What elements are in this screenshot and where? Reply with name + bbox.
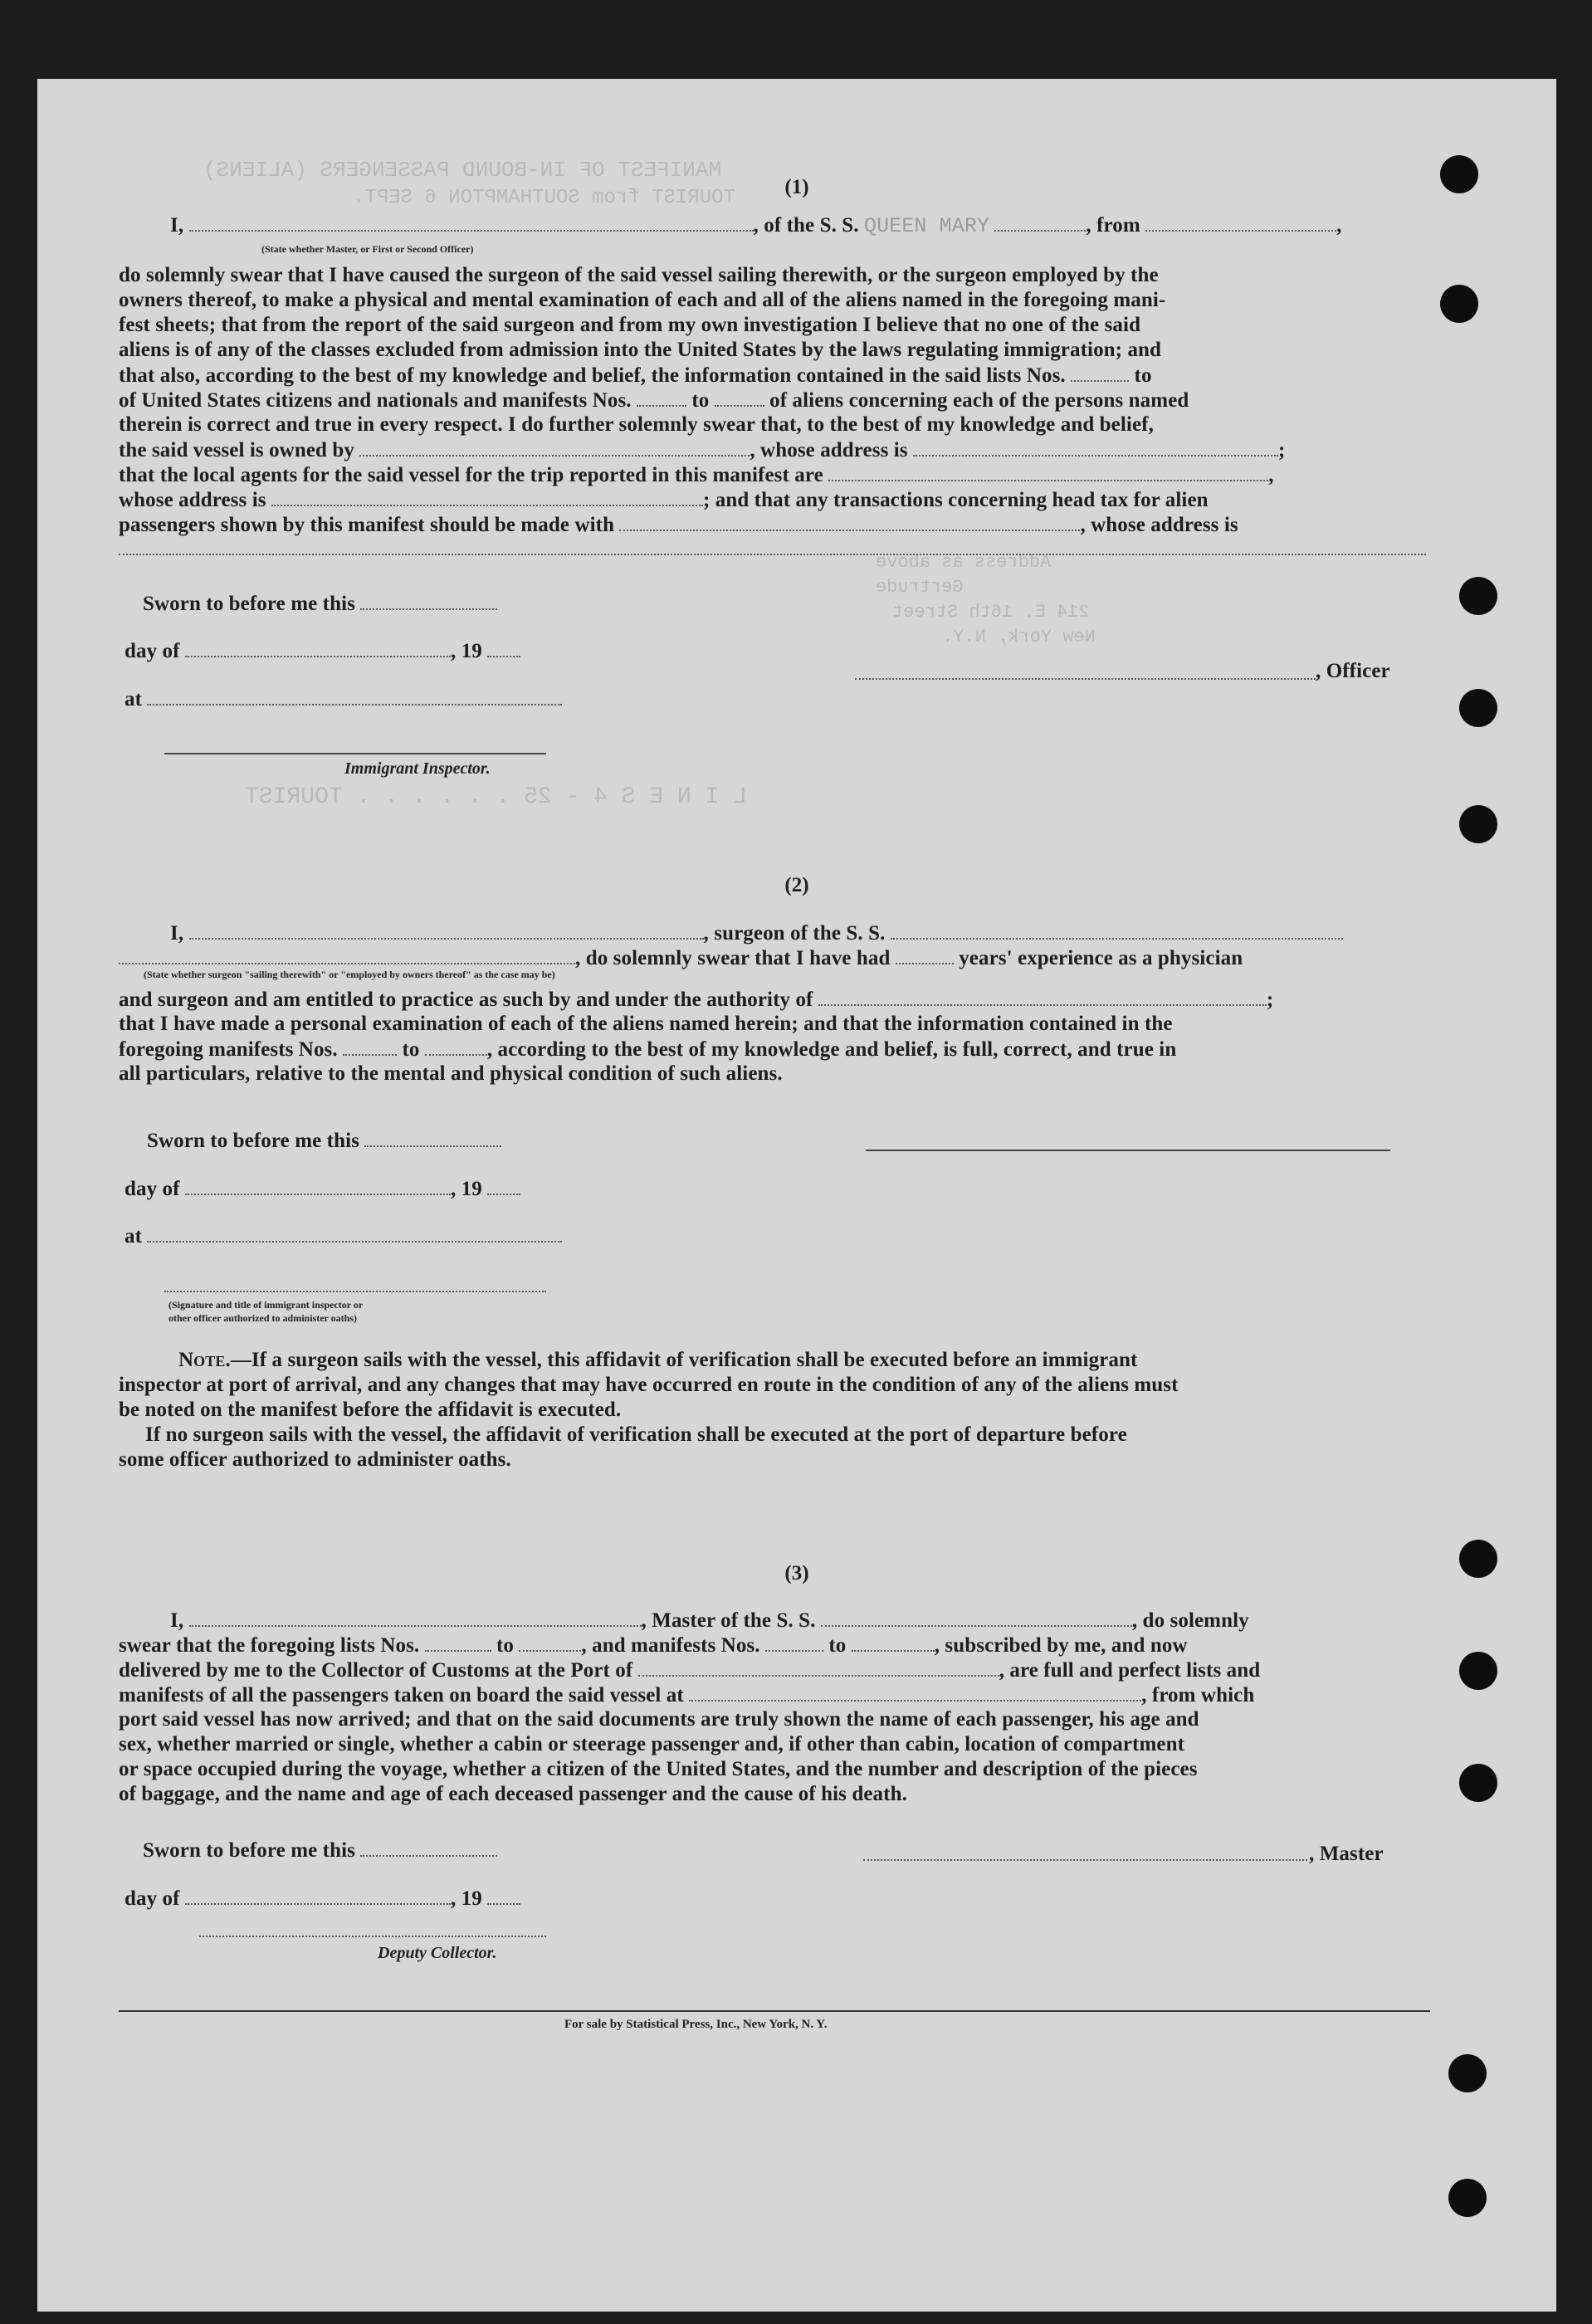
s1-officer-label: , Officer [1316,660,1390,682]
s2-note-2: inspector at port of arrival, and any changes that may have occurred en route in the condition of any of the aliens must [119,1374,1179,1396]
surgeon-note: (State whether surgeon "sailing therewith" or "employed by owners thereof" as the case may be) [144,969,555,980]
deputy-collector-label: Deputy Collector. [378,1944,497,1962]
s2-line-5: foregoing manifests Nos. to , according to the best of my knowledge and belief, is full, correct, and true in [119,1038,1177,1061]
s1-line-12: passengers shown by this manifest should be made with , whose address is [119,514,1238,536]
ghost-line-2: TOURIST from SOUTHAMPTON 6 SEPT. [353,187,735,209]
s2-at: at [125,1224,562,1248]
section-2-heading: (2) [784,874,809,896]
s3-master-label: , Master [1309,1843,1384,1865]
s3-dayof: day of , 19 [125,1887,520,1911]
s3-line-3: delivered by me to the Collector of Customs at the Port of , are full and perfect lists and [119,1659,1261,1682]
s1-line-6: that also, according to the best of my knowledge and belief, the information contained in the said lists Nos. to [119,364,1152,387]
punch-hole [1459,1652,1497,1690]
s1-sworn: Sworn to before me this [143,592,497,616]
ghost-line-1: MANIFEST OF IN-BOUND PASSENGERS (ALIENS) [203,158,722,183]
s2-note-4: If no surgeon sails with the vessel, the affidavit of verification shall be executed at the port of departure before [145,1423,1127,1446]
s1-inspector-line [164,753,546,754]
s2-inspector-line [164,1291,546,1292]
s2-line-6: all particulars, relative to the mental and physical condition of such aliens. [119,1062,783,1085]
section-1-heading: (1) [784,176,809,198]
s1-line-10: that the local agents for the said vessel for the trip reported in this manifest are , [119,464,1274,486]
punch-hole [1440,285,1478,323]
s2-line-4: that I have made a personal examination of each of the aliens named herein; and that the information contained in the [119,1013,1173,1035]
s2-note-1: Note.—If a surgeon sails with the vessel, this affidavit of verification shall be executed before an immigrant [178,1349,1138,1371]
s1-at: at [125,687,562,711]
s3-line-6: sex, whether married or single, whether a cabin or steerage passenger and, if other than cabin, location of compartment [119,1733,1185,1755]
s1-line-2: do solemnly swear that I have caused the surgeon of the said vessel sailing therewith, or the surgeon employed by the [119,264,1159,286]
s1-officer-line [855,678,1316,680]
immigrant-inspector-label: Immigrant Inspector. [344,759,491,778]
signature-note-1: (Signature and title of immigrant inspector or [168,1299,364,1311]
s2-line-3: and surgeon and am entitled to practice as such by and under the authority of ; [119,989,1274,1011]
s1-line-7: of United States citizens and nationals and manifests Nos. to of aliens concerning each of the persons named [119,389,1189,412]
s1-address-line [119,554,1426,555]
s1-line-3: owners thereof, to make a physical and mental examination of each and all of the aliens named in the foregoing mani- [119,289,1166,311]
s2-note-5: some officer authorized to administer oaths. [119,1448,511,1471]
ghost-line-4: Gertrude [876,577,964,598]
s1-line-11: whose address is ; and that any transactions concerning head tax for alien [119,489,1209,511]
s2-dayof: day of , 19 [125,1177,520,1201]
s2-signature-line [866,1150,1390,1151]
s2-line-2: , do solemnly swear that I have had years' experience as a physician [119,946,1243,970]
s3-line-1: I, , Master of the S. S. , do solemnly [170,1609,1249,1632]
section-3-heading: (3) [784,1562,809,1584]
s1-line-5: aliens is of any of the classes excluded from admission into the United States by the laws regulating immigration; and [119,339,1162,361]
typed-vessel: QUEEN MARY [864,214,990,238]
s3-line-4: manifests of all the passengers taken on board the said vessel at , from which [119,1684,1255,1706]
ghost-line-7: L I N E S 4 - 25 . . . . . . TOURIST [245,784,747,810]
s1-line-4: fest sheets; that from the report of the said surgeon and from my own investigation I believe that no one of the said [119,314,1141,336]
punch-hole [1459,805,1497,843]
publisher-footer: For sale by Statistical Press, Inc., New York, N. Y. [564,2018,828,2031]
s3-line-7: or space occupied during the voyage, whether a citizen of the United States, and the number and description of the pieces [119,1758,1198,1780]
s2-line-1: I, , surgeon of the S. S. [170,921,1343,945]
punch-hole [1459,1764,1497,1802]
ghost-line-6: New York, N.Y. [942,627,1096,647]
s3-line-5: port said vessel has now arrived; and that on the said documents are truly shown the name of each passenger, his age and [119,1708,1199,1731]
manifest-page [37,79,1556,2312]
punch-hole [1459,689,1497,727]
s3-line-2: swear that the foregoing lists Nos. to , and manifests Nos. to , subscribed by me, and now [119,1634,1188,1657]
ghost-line-5: 214 E. 16th Street [892,602,1090,622]
s2-note-3: be noted on the manifest before the affidavit is executed. [119,1399,622,1421]
punch-hole [1459,577,1497,615]
s1-dayof: day of , 19 [125,639,520,663]
s3-master-line [863,1859,1307,1861]
s2-sworn: Sworn to before me this [147,1129,501,1153]
punch-hole [1448,2054,1487,2092]
punch-hole [1448,2179,1487,2217]
signature-note-2: other officer authorized to administer oaths) [168,1312,357,1324]
s1-line-1: I, , of the S. S. QUEEN MARY , from , [170,214,1342,238]
s1-line-9: the said vessel is owned by , whose address is ; [119,439,1286,461]
s3-line-8: of baggage, and the name and age of each deceased passenger and the cause of his death. [119,1783,907,1805]
s3-sworn: Sworn to before me this [143,1838,497,1863]
s1-line-8: therein is correct and true in every respect. I do further solemnly swear that, to the best of my knowledge and belief, [119,413,1154,436]
officer-note: (State whether Master, or First or Second Officer) [261,243,474,255]
s3-collector-line [199,1936,546,1937]
footer-rule [119,2010,1430,2012]
ghost-line-3: Address as above [876,552,1052,573]
